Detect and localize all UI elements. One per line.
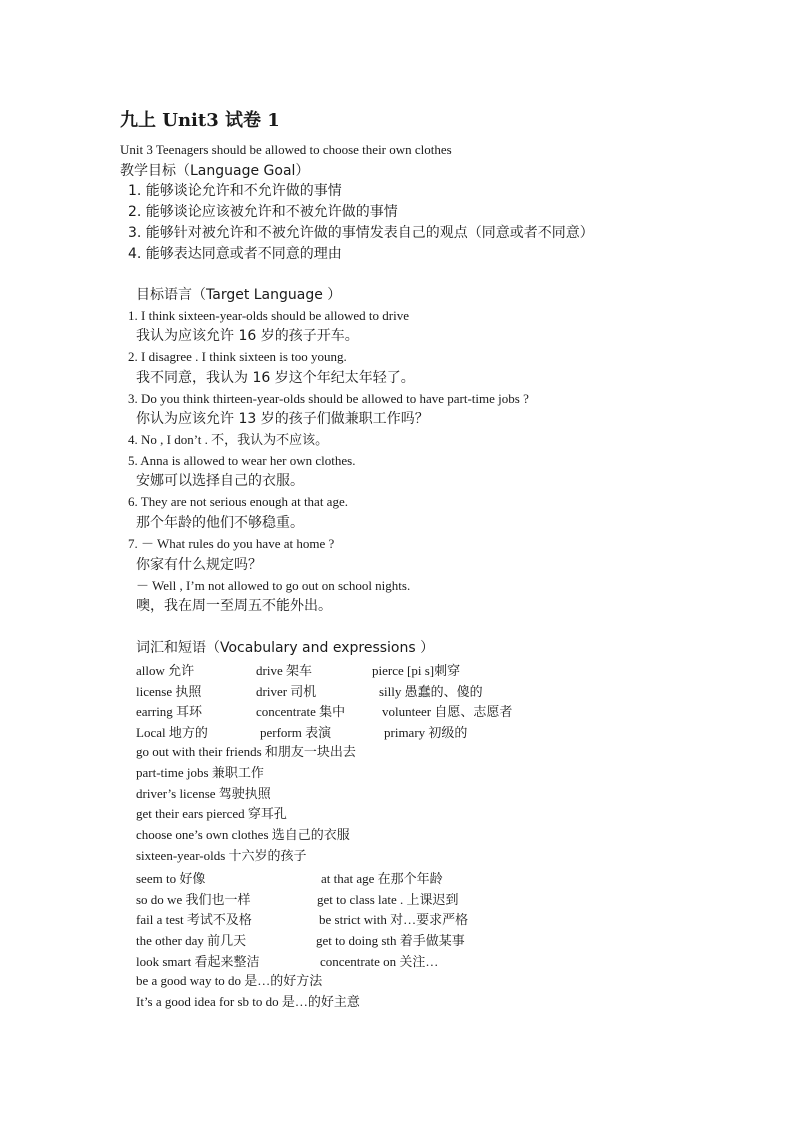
vocab-item: volunteer 自愿、志愿者	[382, 704, 513, 719]
phrase-item: seem to 好像	[136, 871, 206, 886]
phrase-item: be strict with 对…要求严格	[319, 912, 469, 927]
target-line: 3. Do you think thirteen-year-olds should be allowed to have part-time jobs ?	[128, 391, 529, 406]
vocab-item: concentrate 集中	[256, 704, 346, 719]
phrase-item: get to class late . 上课迟到	[317, 892, 459, 907]
target-line: 我不同意，我认为 16 岁这个年纪太年轻了。	[136, 370, 415, 386]
vocab-item: earring 耳环	[136, 704, 203, 719]
target-line: 6. They are not serious enough at that age.	[128, 494, 348, 509]
target-line: 7. － What rules do you have at home ?	[128, 536, 335, 551]
phrase-item: look smart 看起来整洁	[136, 954, 260, 969]
vocab-item: Local 地方的	[136, 725, 208, 740]
goal-item: 1. 能够谈论允许和不允许做的事情	[128, 183, 342, 199]
vocab-item: primary 初级的	[384, 725, 468, 740]
phrase-item: get to doing sth 着手做某事	[316, 933, 465, 948]
goal-heading: 教学目标（Language Goal）	[120, 163, 310, 179]
phrase-line: driver’s license 驾驶执照	[136, 786, 271, 801]
target-line: 那个年龄的他们不够稳重。	[136, 515, 304, 531]
phrase-line: It’s a good idea for sb to do 是…的好主意	[136, 994, 360, 1009]
phrase-line: part-time jobs 兼职工作	[136, 765, 264, 780]
phrase-line: go out with their friends 和朋友一块出去	[136, 744, 356, 759]
target-line: 1. I think sixteen-year-olds should be allowed to drive	[128, 308, 409, 323]
target-line: 安娜可以选择自己的衣服。	[136, 473, 304, 489]
vocab-heading: 词汇和短语（Vocabulary and expressions ）	[136, 640, 435, 656]
phrase-line: be a good way to do 是…的好方法	[136, 973, 323, 988]
target-line: － Well , I’m not allowed to go out on school nights.	[136, 578, 411, 593]
target-line: 你认为应该允许 13 岁的孩子们做兼职工作吗？	[136, 411, 429, 427]
vocab-item: allow 允许	[136, 663, 195, 678]
goal-item: 4. 能够表达同意或者不同意的理由	[128, 246, 342, 262]
target-line: 噢，我在周一至周五不能外出。	[136, 598, 332, 614]
target-line: 4. No , I don’t . 不，我认为不应该。	[128, 432, 329, 447]
target-line: 2. I disagree . I think sixteen is too young.	[128, 349, 347, 364]
phrase-item: fail a test 考试不及格	[136, 912, 252, 927]
page-title: 九上 Unit3 试卷 1	[120, 110, 280, 131]
phrase-item: concentrate on 关注…	[320, 954, 439, 969]
vocab-item: silly 愚蠢的、傻的	[379, 684, 483, 699]
phrase-line: sixteen-year-olds 十六岁的孩子	[136, 848, 307, 863]
vocab-item: driver 司机	[256, 684, 317, 699]
phrase-item: so do we 我们也一样	[136, 892, 251, 907]
target-line: 5. Anna is allowed to wear her own clothes.	[128, 453, 356, 468]
vocab-item: license 执照	[136, 684, 202, 699]
phrase-item: at that age 在那个年龄	[321, 871, 443, 886]
goal-item: 3. 能够针对被允许和不被允许做的事情发表自己的观点（同意或者不同意）	[128, 225, 594, 241]
phrase-item: the other day 前几天	[136, 933, 247, 948]
target-line: 你家有什么规定吗？	[136, 557, 262, 573]
goal-item: 2. 能够谈论应该被允许和不被允许做的事情	[128, 204, 398, 220]
target-heading: 目标语言（Target Language ）	[136, 287, 342, 303]
phrase-line: get their ears pierced 穿耳孔	[136, 806, 287, 821]
unit-line: Unit 3 Teenagers should be allowed to choose their own clothes	[120, 142, 452, 157]
phrase-line: choose one’s own clothes 选自己的衣服	[136, 827, 350, 842]
target-line: 我认为应该允许 16 岁的孩子开车。	[136, 328, 359, 344]
vocab-item: drive 架车	[256, 663, 312, 678]
vocab-item: perform 表演	[260, 725, 332, 740]
vocab-item: pierce [pi s]刺穿	[372, 663, 461, 678]
